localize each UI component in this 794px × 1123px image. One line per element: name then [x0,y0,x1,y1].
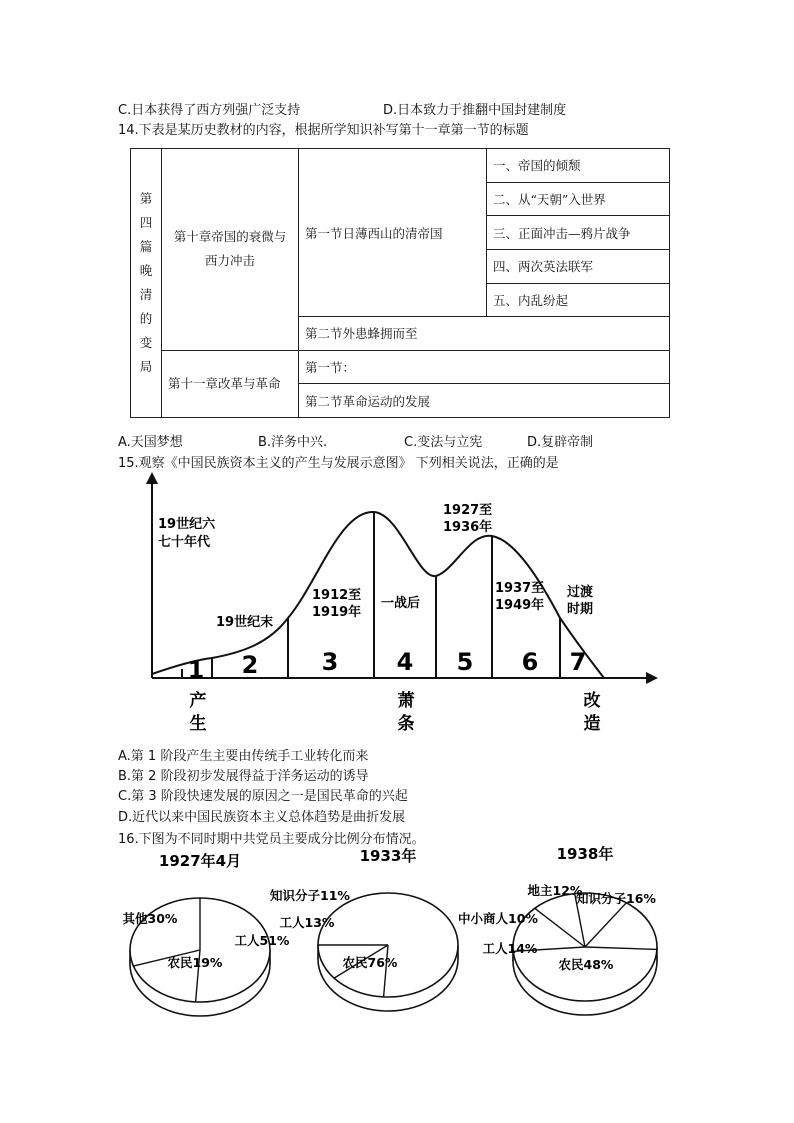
part-title-char: 的 [139,311,153,326]
item-1: 一、帝国的倾颓 [487,149,670,183]
bottom-tiao: 条 [397,714,415,734]
bottom-xiao: 萧 [397,691,415,711]
stage-1: 1 [187,656,205,684]
item-5: 五、内乱纷起 [487,283,670,317]
part-title-char: 第 [139,191,153,206]
p1-time-line2: 七十年代 [158,535,211,550]
part-title-char: 晚 [139,263,153,278]
pie-label-工人: 工人51% [234,933,290,948]
chapter11-cell [162,350,299,417]
ch11-section1-blank: 第一节： [299,350,670,384]
part-title-char: 局 [139,359,153,374]
p6-peak-line1: 1927至 [443,503,493,518]
p7-time-line1: 过渡 [567,585,594,600]
chapter11-title: 第十一章改革与革命 [168,375,281,391]
capitalism-development-diagram [0,470,794,770]
item-4: 四、两次英法联军 [487,249,670,283]
section2: 第二节外患蜂拥而至 [299,317,670,351]
stage-5: 5 [456,648,474,676]
q14-option-a: A.天国梦想 [118,435,183,450]
p6-time-line1: 1937至 [495,581,545,596]
p6-time-line2: 1949年 [495,598,545,613]
p1-time-line1: 19世纪六 [158,517,216,532]
p6-peak-line2: 1936年 [443,520,493,535]
bottom-chan: 产 [189,691,207,711]
pie-label-工人: 工人13% [279,915,335,930]
q15-option-d: D.近代以来中国民族资本主义总体趋势是曲折发展 [118,810,406,825]
pie-label-知识分子: 知识分子11% [270,888,350,903]
q15-option-b: B.第 2 阶段初步发展得益于洋务运动的诱导 [118,769,369,784]
pie-label-其他: 其他30% [122,911,178,926]
q14-option-c: C.变法与立宪 [404,435,483,450]
stage-7: 7 [569,648,587,676]
stage-3: 3 [321,648,339,676]
chapter10-cell [162,149,299,351]
section1-title: 第一节日薄西山的清帝国 [305,225,443,241]
q16-stem: 16.下图为不同时期中共党员主要成分比例分布情况。 [118,832,425,847]
p3-time-line1: 1912至 [312,588,362,603]
ch11-section2: 第二节革命运动的发展 [299,384,670,418]
bottom-zao: 造 [583,714,601,734]
x-axis-arrow [646,672,658,684]
chapter10-title: 第十章帝国的衰微与西力冲击 [173,229,287,269]
q14-option-d: D.复辟帝制 [527,435,594,450]
bottom-sheng: 生 [189,714,207,734]
pie-title: 1927年4月 [158,852,242,870]
pie-title: 1938年 [556,845,614,863]
pie-label-地主: 地主12% [527,883,583,898]
p7-time-line2: 时期 [567,602,594,617]
pie-label-农民: 农民76% [342,955,398,970]
pie-label-农民: 农民48% [558,957,614,972]
q13-option-d: D.日本致力于推翻中国封建制度 [383,103,567,118]
q13-option-c: C.日本获得了西方列强广泛支持 [118,103,301,118]
stage-4: 4 [396,648,414,676]
part-title-char: 四 [139,215,153,230]
part-title-cell [131,149,162,418]
pie-title: 1933年 [359,847,417,865]
item-2: 二、从“天朝”入世界 [487,182,670,216]
p3-time-line2: 1919年 [312,605,362,620]
part-title-char: 变 [139,335,153,350]
q14-option-b: B.洋务中兴. [258,435,328,450]
q15-option-c: C.第 3 阶段快速发展的原因之一是国民革命的兴起 [118,789,408,804]
q14-stem: 14.下表是某历史教材的内容，根据所学知识补写第十一章第一节的标题 [118,123,529,138]
p4-time: 一战后 [381,596,421,611]
stage-6: 6 [521,648,539,676]
pie-label-农民: 农民19% [167,955,223,970]
pie-label-工人: 工人14% [482,941,538,956]
bottom-gai: 改 [583,691,601,711]
part-title-char: 清 [139,287,153,302]
q15-stem: 15.观察《中国民族资本主义的产生与发展示意图》 下列相关说法，正确的是 [118,456,559,471]
textbook-table [130,148,670,418]
q15-option-a: A.第 1 阶段产生主要由传统手工业转化而来 [118,749,369,764]
part-title-char: 篇 [139,239,153,254]
pie-label-知识分子: 知识分子16% [576,891,656,906]
pie-label-中小商人: 中小商人10% [458,911,538,926]
item-3: 三、正面冲击—鸦片战争 [487,216,670,250]
y-axis-arrow [146,472,158,484]
part-title [137,187,155,379]
p2-time: 19世纪末 [216,615,274,630]
party-member-pie-charts [0,845,794,1035]
stage-2: 2 [241,651,259,679]
section1-cell [299,149,487,317]
